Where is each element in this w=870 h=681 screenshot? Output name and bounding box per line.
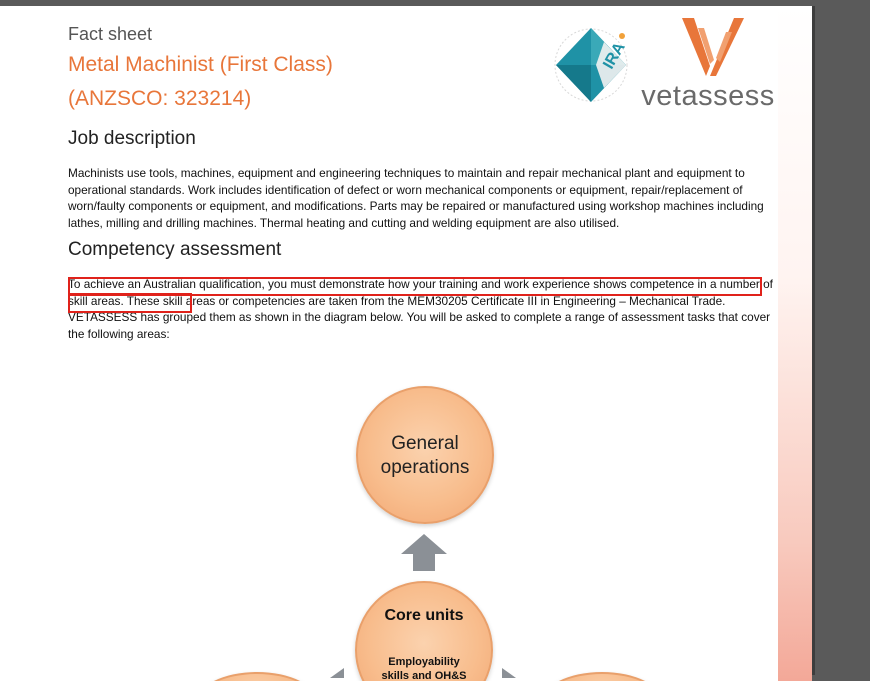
arrow-right-icon	[502, 668, 516, 678]
competency-heading: Competency assessment	[68, 239, 282, 260]
vetassess-logo	[636, 14, 780, 114]
job-description-text: Machinists use tools, machines, equipment and engineering techniques to maintain and repair mechanical plant and equipment to operational standards. Work includes identification of defect or worn mechanical components or equipment, repair/replacement of worn/faulty components or equipment, and modifications. Parts may be repaired or manufactured using workshop machines including lathes, milling and drilling machines. Thermal heating and cutting and welding equipment are also utilised.	[68, 166, 764, 230]
page-shadow	[812, 6, 815, 675]
general-operations-node	[356, 386, 494, 524]
competency-text: To achieve an Australian qualification, you must demonstrate how your training and work experience shows competence in a number of skill areas. These skill areas or competencies are taken from the MEM30205 Certificate III in Engineering – Mechanical Trade. VETASSESS has grouped them as shown in the diagram below. You will be asked to complete a range of assessment tasks that cover the following areas:	[68, 277, 773, 341]
doc-type-label: Fact sheet	[68, 24, 153, 44]
svg-text:IRA: IRA	[600, 39, 629, 72]
general-operations-label: General operations	[380, 433, 470, 478]
ira-logo-icon	[552, 24, 630, 106]
anzsco-code: (ANZSCO: 323214)	[68, 87, 252, 110]
left-node-partial	[195, 672, 319, 681]
arrow-left-icon	[330, 668, 344, 678]
core-units-node	[355, 581, 493, 681]
highlight-box-line2	[68, 293, 192, 313]
job-description-heading: Job description	[68, 128, 196, 149]
vetassess-v-icon	[636, 14, 780, 80]
vetassess-wordmark: vetassess	[641, 80, 775, 112]
core-units-subtext: Employability skills and OH&S	[381, 656, 467, 681]
right-node-partial	[540, 672, 664, 681]
page-edge-gradient	[778, 6, 812, 681]
page-title: Metal Machinist (First Class)	[68, 53, 333, 76]
arrow-up-icon	[401, 534, 447, 571]
core-units-label: Core units	[384, 607, 464, 624]
document-page	[0, 6, 812, 681]
